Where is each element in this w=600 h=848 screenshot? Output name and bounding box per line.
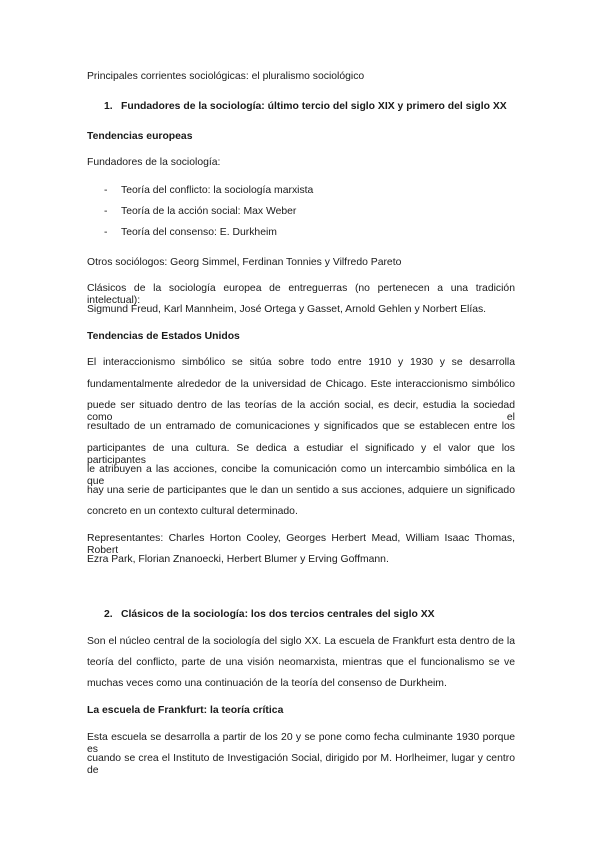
paragraph-line: participantes de una cultura. Se dedica a estudiar el significado y el valor que los participantes [87,443,515,466]
list-item: Teoría de la acción social: Max Weber [121,206,297,217]
paragraph-line: teoría del conflicto, parte de una visión neomarxista, mientras que el funcionalismo se ve [87,657,515,668]
fundadores-label: Fundadores de la sociología: [87,157,221,168]
tendencias-eeuu-heading: Tendencias de Estados Unidos [87,331,240,342]
list-item: Teoría del conflicto: la sociología marxista [121,185,314,196]
paragraph-line: resultado de un entramado de comunicaciones y significados que se establecen entre los [87,421,515,432]
paragraph-line: hay una serie de participantes que le dan un sentido a sus acciones, adquiere un significado [87,485,515,496]
frankfurt-heading: La escuela de Frankfurt: la teoría crítica [87,705,284,716]
list-item: Teoría del consenso: E. Durkheim [121,227,277,238]
section-2-heading: Clásicos de la sociología: los dos tercios centrales del siglo XX [121,609,435,620]
paragraph-line: muchas veces como una continuación de la teoría del consenso de Durkheim. [87,678,447,689]
section-1-number: 1. [104,101,113,112]
tendencias-europeas-heading: Tendencias europeas [87,131,193,142]
paragraph-line: puede ser situado dentro de las teorías de la acción social, es decir, estudia la sociedad como el [87,400,515,423]
paragraph-line: Esta escuela se desarrolla a partir de los 20 y se pone como fecha culminante 1930 porque es [87,732,515,755]
paragraph-line: Sigmund Freud, Karl Mannheim, José Ortega y Gasset, Arnold Gehlen y Norbert Elías. [87,304,487,315]
paragraph-line: fundamentalmente alrededor de la universidad de Chicago. Este interaccionismo simbólico [87,379,515,390]
list-bullet: - [104,206,108,217]
paragraph-line: le atribuyen a las acciones, concibe la comunicación como un intercambio simbólica en la que [87,464,515,487]
paragraph-line: Son el núcleo central de la sociología del siglo XX. La escuela de Frankfurt esta dentro de la [87,636,515,647]
paragraph-line: cuando se crea el Instituto de Investigación Social, dirigido por M. Horlheimer, lugar y centro de [87,753,515,776]
paragraph-line: Ezra Park, Florian Znanoecki, Herbert Blumer y Erving Goffmann. [87,554,389,565]
otros-sociologos: Otros sociólogos: Georg Simmel, Ferdinan Tonnies y Vilfredo Pareto [87,257,402,268]
paragraph-line: El interaccionismo simbólico se sitúa sobre todo entre 1910 y 1930 y se desarrolla [87,357,515,368]
list-bullet: - [104,227,108,238]
paragraph-line: Representantes: Charles Horton Cooley, Georges Herbert Mead, William Isaac Thomas, Robert [87,533,515,556]
list-bullet: - [104,185,108,196]
paragraph-line: concreto en un contexto cultural determinado. [87,506,298,517]
document-title: Principales corrientes sociológicas: el pluralismo sociológico [87,71,365,82]
section-2-number: 2. [104,609,113,620]
section-1-heading: Fundadores de la sociología: último tercio del siglo XIX y primero del siglo XX [121,101,507,112]
paragraph-line: Clásicos de la sociología europea de entreguerras (no pertenecen a una tradición intelectual): [87,283,515,306]
